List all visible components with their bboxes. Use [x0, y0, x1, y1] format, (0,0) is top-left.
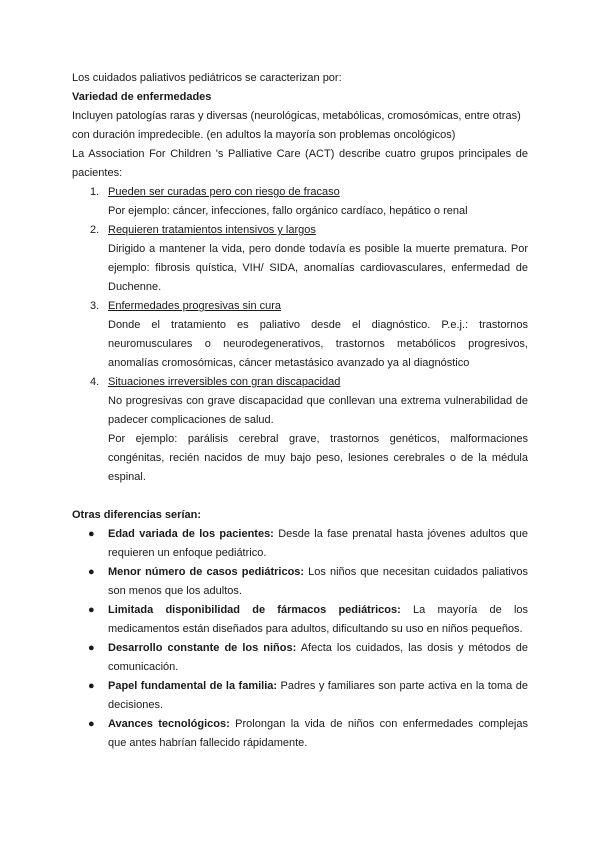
document-body	[72, 69, 528, 753]
group-description: Por ejemplo: parálisis cerebral grave, trastornos genéticos, malformaciones congénitas, recién nacidos de muy bajo peso, lesiones cerebrales o de la médula espinal.	[108, 433, 528, 483]
act-paragraph: La Association For Children 's Palliative Care (ACT) describe cuatro grupos principales de pacientes:	[72, 148, 528, 179]
intro-text: Los cuidados paliativos pediátricos se caracterizan por:	[72, 72, 342, 84]
differences-list	[72, 525, 528, 753]
item-text: Padres y familiares son parte activa en la toma de decisiones.	[108, 680, 528, 711]
item-text: Los niños que necesitan cuidados paliativos son menos que los adultos.	[108, 566, 528, 597]
list-number: 4.	[90, 376, 100, 388]
list-item	[72, 563, 528, 601]
list-item	[72, 601, 528, 639]
bullet-icon: ●	[88, 680, 95, 692]
list-item	[72, 639, 528, 677]
group-title: Requieren tratamientos intensivos y largos	[108, 224, 316, 236]
bullet-icon: ●	[88, 566, 95, 578]
list-item	[72, 297, 528, 373]
paragraph-line: con duración impredecible. (en adultos la mayoría son problemas oncológicos)	[72, 129, 456, 141]
section-heading-variedad: Variedad de enfermedades	[72, 91, 212, 103]
list-item	[72, 183, 528, 221]
item-term: Papel fundamental de la familia:	[108, 680, 278, 692]
patient-groups-list	[72, 183, 528, 487]
group-description: Dirigido a mantener la vida, pero donde todavía es posible la muerte prematura. Por ejemplo: fibrosis quística, VIH/ SIDA, anomalías cardiovasculares, enfermedad de Duchenne.	[108, 243, 528, 293]
item-text: Prolongan la vida de niños con enfermedades complejas que antes habrían fallecido rápidamente.	[108, 718, 528, 749]
paragraph-line: Incluyen patologías raras y diversas (neurológicas, metabólicas, cromosómicas, entre otras)	[72, 110, 521, 122]
section-heading-diferencias: Otras diferencias serían:	[72, 509, 202, 521]
group-description: No progresivas con grave discapacidad que conllevan una extrema vulnerabilidad de padecer complicaciones de salud.	[108, 395, 528, 426]
bullet-icon: ●	[88, 642, 95, 654]
list-item	[72, 221, 528, 297]
item-term: Menor número de casos pediátricos:	[108, 566, 305, 578]
item-term: Edad variada de los pacientes:	[108, 528, 274, 540]
list-item	[72, 373, 528, 487]
item-text: Afecta los cuidados, las dosis y métodos de comunicación.	[108, 642, 528, 673]
bullet-icon: ●	[88, 718, 95, 730]
list-item	[72, 525, 528, 563]
bullet-icon: ●	[88, 528, 95, 540]
item-term: Desarrollo constante de los niños:	[108, 642, 297, 654]
item-text: Desde la fase prenatal hasta jóvenes adultos que requieren un enfoque pediátrico.	[108, 528, 528, 559]
list-number: 1.	[90, 186, 100, 198]
list-number: 3.	[90, 300, 100, 312]
group-title: Situaciones irreversibles con gran discapacidad	[108, 376, 341, 388]
bullet-icon: ●	[88, 604, 95, 616]
list-number: 2.	[90, 224, 100, 236]
blank-line	[72, 487, 528, 506]
group-title: Enfermedades progresivas sin cura	[108, 300, 282, 312]
item-term: Limitada disponibilidad de fármacos pediátricos:	[108, 604, 401, 616]
item-text: La mayoría de los medicamentos están diseñados para adultos, dificultando su uso en niños pequeños.	[108, 604, 529, 635]
group-description: Donde el tratamiento es paliativo desde el diagnóstico. P.e.j.: trastornos neuromusculares o neurodegenerativos, trastornos metabólicos progresivos, anomalías cromosómicas, cáncer metastásico avanzado ya al diagnóstico	[108, 319, 528, 369]
item-term: Avances tecnológicos:	[108, 718, 230, 730]
list-item	[72, 715, 528, 753]
group-title: Pueden ser curadas pero con riesgo de fracaso	[108, 186, 340, 198]
list-item	[72, 677, 528, 715]
group-description: Por ejemplo: cáncer, infecciones, fallo orgánico cardíaco, hepático o renal	[108, 205, 468, 217]
